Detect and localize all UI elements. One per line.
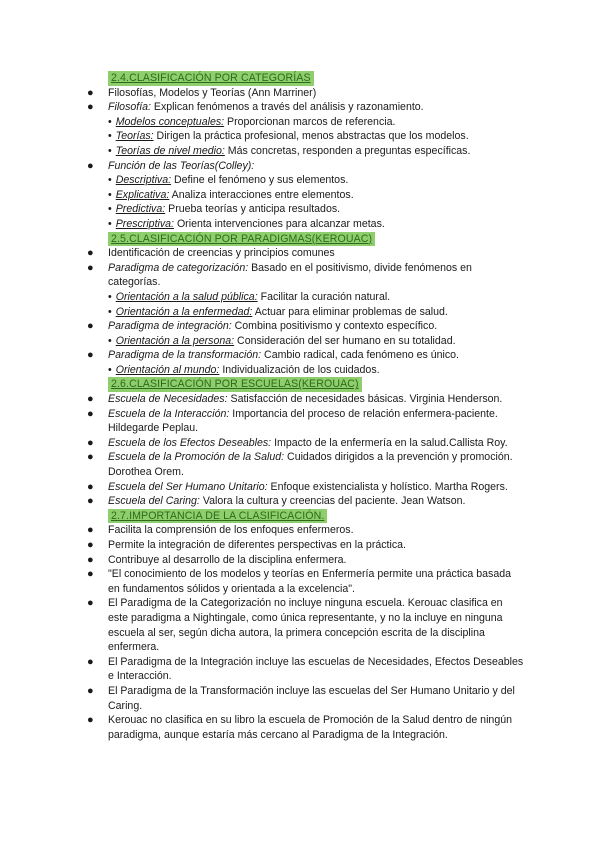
- sub-item: [84, 129, 524, 144]
- bullet-icon: ●: [87, 247, 94, 260]
- item-label: Escuela de los Efectos Deseables:: [108, 436, 272, 449]
- list-item: [84, 567, 524, 596]
- section-2-6: [84, 377, 524, 508]
- item-text: Prueba teorías y anticipa resultados.: [165, 203, 341, 216]
- item-text: Importancia del proceso de relación enfermera-paciente. Hildegarde Peplau.: [108, 407, 498, 435]
- item-text: El Paradigma de la Categorización no incluye ninguna escuela. Kerouac clasifica en este paradigma a Nightingale, como única representante, y no la incluye en ninguna escuela al ser, según dicha autora, la primera concepción escrita de la disciplina enfermera.: [108, 597, 503, 654]
- sub-bullet-icon: •: [108, 130, 112, 143]
- section-2-5: [84, 232, 524, 378]
- sub-item: [84, 334, 524, 349]
- item-label: Escuela del Caring:: [108, 495, 200, 508]
- bullet-icon: ●: [87, 568, 94, 581]
- list-item: [84, 713, 524, 742]
- item-label: Paradigma de la transformación:: [108, 349, 262, 362]
- item-label: Paradigma de integración:: [108, 320, 232, 333]
- item-label: Teorías:: [115, 130, 154, 143]
- list-item: [84, 596, 524, 654]
- item-label: Modelos conceptuales:: [115, 115, 225, 128]
- section-2-4: [84, 71, 524, 232]
- item-label: Función de las Teorías(Colley):: [108, 159, 255, 172]
- section-2-7: [84, 509, 524, 743]
- sub-bullet-icon: •: [108, 305, 112, 318]
- item-label: Paradigma de categorización:: [108, 261, 249, 274]
- item-text: El Paradigma de la Integración incluye las escuelas de Necesidades, Efectos Deseables e Interacción.: [108, 655, 524, 683]
- item-text: El Paradigma de la Transformación incluye las escuelas del Ser Humano Unitario y del Caring.: [108, 684, 515, 712]
- bullet-icon: ●: [87, 349, 94, 362]
- bullet-icon: ●: [87, 101, 94, 114]
- sub-bullet-icon: •: [108, 203, 112, 216]
- item-label: Prescriptiva:: [115, 217, 174, 230]
- bullet-icon: ●: [87, 553, 94, 566]
- bullet-icon: ●: [87, 320, 94, 333]
- item-text: Orienta intervenciones para alcanzar metas.: [174, 217, 385, 230]
- sub-bullet-icon: •: [108, 115, 112, 128]
- sub-item: [84, 202, 524, 217]
- list-item: [84, 100, 524, 115]
- list-item: [84, 553, 524, 568]
- item-text: Combina positivismo y contexto específico.: [231, 320, 438, 333]
- item-text: Permite la integración de diferentes perspectivas en la práctica.: [108, 539, 406, 551]
- sub-bullet-icon: •: [108, 174, 112, 187]
- section-heading: 2.4.CLASIFICACIÓN POR CATEGORÍAS: [108, 71, 314, 86]
- bullet-icon: ●: [87, 436, 94, 449]
- list-item: [84, 246, 524, 261]
- list-item: [84, 348, 524, 363]
- item-text: Kerouac no clasifica en su libro la escuela de Promoción de la Salud dentro de ningún paradigma, aunque estaría más cercano al Paradigma de la Integración.: [108, 714, 512, 741]
- section-heading: 2.5.CLASIFICACIÓN POR PARADIGMAS(KEROUAC): [108, 232, 375, 247]
- bullet-icon: ●: [87, 261, 94, 274]
- list-item: [84, 319, 524, 334]
- list-item: [84, 523, 524, 538]
- item-label: Descriptiva:: [115, 174, 172, 187]
- item-text: Más concretas, responden a preguntas específicas.: [224, 144, 471, 157]
- bullet-icon: ●: [87, 159, 94, 172]
- bullet-icon: ●: [87, 655, 94, 668]
- item-label: Orientación a la salud pública:: [115, 290, 258, 303]
- section-heading: 2.6.CLASIFICACIÓN POR ESCUELAS(KEROUAC): [108, 377, 362, 392]
- bullet-icon: ●: [87, 684, 94, 697]
- document-content: [84, 71, 524, 742]
- sub-item: [84, 173, 524, 188]
- item-text: Individualización de los cuidados.: [219, 363, 380, 376]
- bullet-icon: ●: [87, 495, 94, 508]
- sub-item: [84, 217, 524, 232]
- sub-bullet-icon: •: [108, 290, 112, 303]
- sub-item: [84, 290, 524, 305]
- item-label: Filosofía:: [108, 101, 151, 114]
- item-text: Basado en el positivismo, divide fenómenos en categorías.: [108, 261, 472, 289]
- item-label: Orientación al mundo:: [115, 363, 220, 376]
- bullet-icon: ●: [87, 451, 94, 464]
- bullet-icon: ●: [87, 393, 94, 406]
- item-text: Define el fenómeno y sus elementos.: [171, 174, 349, 187]
- list-item: [84, 86, 524, 101]
- item-label: Orientación a la enfermedad:: [115, 305, 253, 318]
- item-text: Filosofías, Modelos y Teorías (Ann Marriner): [108, 86, 317, 99]
- item-label: Escuela de la Promoción de la Salud:: [108, 451, 285, 464]
- sub-bullet-icon: •: [108, 334, 112, 347]
- list-item: [84, 494, 524, 509]
- item-label: Teorías de nivel medio:: [115, 144, 225, 157]
- list-item: [84, 261, 524, 290]
- bullet-icon: ●: [87, 524, 94, 537]
- item-text: Cambio radical, cada fenómeno es único.: [261, 349, 459, 362]
- item-label: Predictiva:: [115, 203, 166, 216]
- sub-item: [84, 188, 524, 203]
- section-heading: 2.7.IMPORTANCIA DE LA CLASIFICACIÓN.: [108, 509, 327, 524]
- item-label: Escuela de Necesidades:: [108, 393, 228, 406]
- list-item: [84, 655, 524, 684]
- list-item: [84, 392, 524, 407]
- bullet-icon: ●: [87, 597, 94, 610]
- bullet-icon: ●: [87, 407, 94, 420]
- sub-bullet-icon: •: [108, 144, 112, 157]
- sub-item: [84, 305, 524, 320]
- sub-item: [84, 115, 524, 130]
- item-text: Impacto de la enfermería en la salud.Callista Roy.: [271, 436, 508, 449]
- list-item: [84, 159, 524, 174]
- item-text: Enfoque existencialista y holístico. Martha Rogers.: [267, 480, 508, 493]
- sub-bullet-icon: •: [108, 188, 112, 201]
- list-item: [84, 407, 524, 436]
- item-text: Analiza interacciones entre elementos.: [169, 188, 354, 201]
- sub-bullet-icon: •: [108, 363, 112, 376]
- bullet-icon: ●: [87, 86, 94, 99]
- bullet-icon: ●: [87, 714, 94, 727]
- list-item: [84, 538, 524, 553]
- sub-item: [84, 363, 524, 378]
- item-text: Facilita la comprensión de los enfoques enfermeros.: [108, 524, 354, 537]
- item-text: Satisfacción de necesidades básicas. Virginia Henderson.: [227, 393, 503, 406]
- sub-bullet-icon: •: [108, 217, 112, 230]
- list-item: [84, 450, 524, 479]
- list-item: [84, 480, 524, 495]
- item-text: Explican fenómenos a través del análisis y razonamiento.: [150, 101, 424, 114]
- item-text: Facilitar la curación natural.: [257, 290, 391, 303]
- item-text: "El conocimiento de los modelos y teorías en Enfermería permite una práctica basada en fundamentos sólidos y orientada a la excelencia".: [108, 568, 512, 595]
- item-text: Cuidados dirigidos a la prevención y promoción. Dorothea Orem.: [108, 451, 513, 479]
- item-label: Explicativa:: [115, 188, 170, 201]
- item-text: Consideración del ser humano en su totalidad.: [234, 334, 456, 347]
- item-text: Valora la cultura y creencias del paciente. Jean Watson.: [199, 495, 466, 508]
- item-text: Identificación de creencias y principios comunes: [108, 247, 335, 260]
- bullet-icon: ●: [87, 480, 94, 493]
- list-item: [84, 436, 524, 451]
- item-text: Dirigen la práctica profesional, menos abstractas que los modelos.: [153, 130, 469, 143]
- item-text: Contribuye al desarrollo de la disciplina enfermera.: [108, 553, 347, 566]
- list-item: [84, 684, 524, 713]
- item-text: Actuar para eliminar problemas de salud.: [252, 305, 448, 318]
- item-label: Escuela de la Interacción:: [108, 407, 230, 420]
- item-label: Escuela del Ser Humano Unitario:: [108, 480, 268, 493]
- item-text: Proporcionan marcos de referencia.: [224, 115, 396, 128]
- bullet-icon: ●: [87, 539, 94, 551]
- item-label: Orientación a la persona:: [115, 334, 235, 347]
- sub-item: [84, 144, 524, 159]
